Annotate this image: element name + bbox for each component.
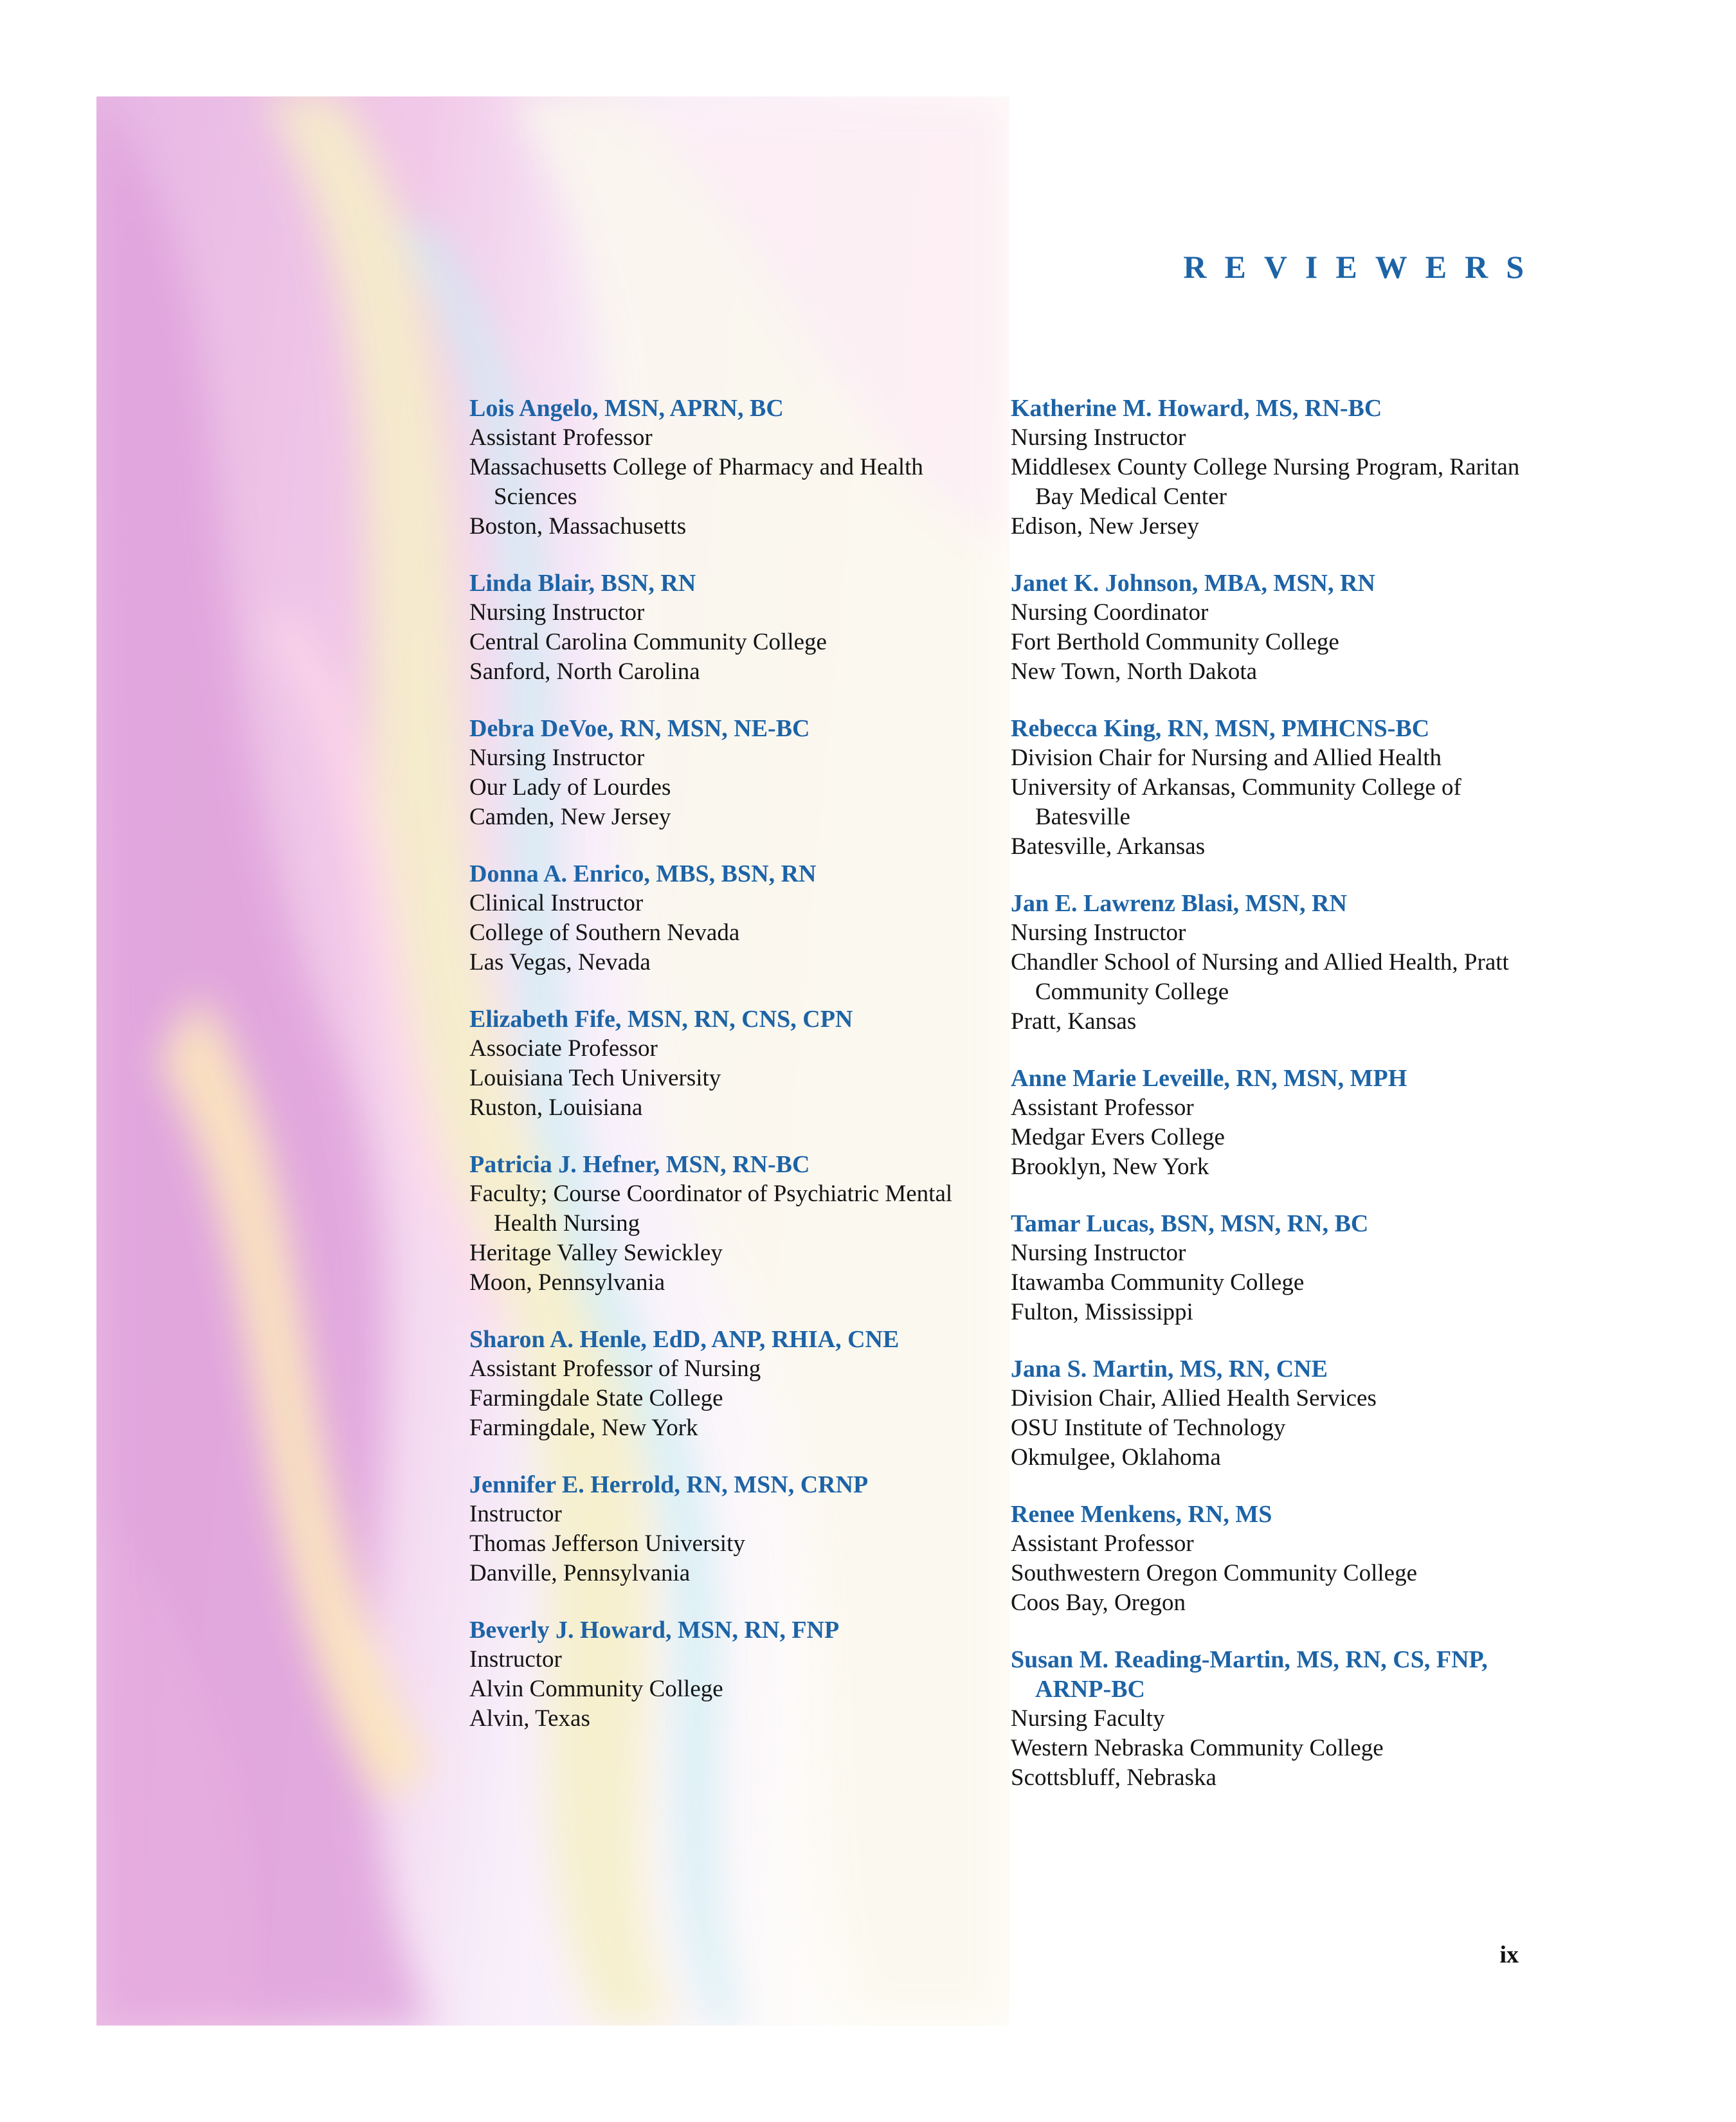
- reviewer-title: Instructor: [469, 1646, 562, 1673]
- reviewers-left-column: [469, 394, 977, 1761]
- reviewer-location: Okmulgee, Oklahoma: [1011, 1444, 1221, 1471]
- reviewer-name: Lois Angelo, MSN, APRN, BC: [469, 395, 784, 422]
- reviewer-location: Edison, New Jersey: [1011, 513, 1199, 540]
- reviewer-title: Nursing Instructor: [1011, 920, 1186, 946]
- reviewer-title: Division Chair, Allied Health Services: [1011, 1385, 1377, 1411]
- reviewer-name: Susan M. Reading-Martin, MS, RN, CS, FNP, ARNP-BC: [1011, 1646, 1488, 1703]
- reviewer-entry: [1011, 714, 1538, 862]
- reviewer-name: Donna A. Enrico, MBS, BSN, RN: [469, 860, 817, 887]
- reviewer-institution: Our Lady of Lourdes: [469, 774, 671, 801]
- reviewer-location: Boston, Massachusetts: [469, 513, 687, 540]
- reviewer-entry: [469, 394, 977, 541]
- reviewer-name: Rebecca King, RN, MSN, PMHCNS-BC: [1011, 715, 1430, 742]
- reviewer-name: Jan E. Lawrenz Blasi, MSN, RN: [1011, 890, 1347, 917]
- reviewer-name: Katherine M. Howard, MS, RN-BC: [1011, 395, 1382, 422]
- reviewer-location: Farmingdale, New York: [469, 1415, 698, 1441]
- reviewer-entry: [469, 1150, 977, 1298]
- reviewer-location: Brooklyn, New York: [1011, 1154, 1209, 1180]
- reviewer-institution: Central Carolina Community College: [469, 629, 827, 655]
- reviewer-entry: [1011, 1354, 1538, 1473]
- reviewer-name: Linda Blair, BSN, RN: [469, 570, 696, 597]
- reviewer-institution: Fort Berthold Community College: [1011, 629, 1339, 655]
- reviewer-title: Division Chair for Nursing and Allied Health: [1011, 745, 1442, 771]
- reviewer-name: Jana S. Martin, MS, RN, CNE: [1011, 1356, 1328, 1383]
- reviewer-entry: [469, 859, 977, 977]
- reviewers-right-column: [1011, 394, 1538, 1820]
- reviewer-institution: Southwestern Oregon Community College: [1011, 1560, 1418, 1586]
- reviewer-institution: Middlesex County College Nursing Program, Raritan Bay Medical Center: [1011, 454, 1520, 510]
- reviewer-entry: [1011, 889, 1538, 1037]
- reviewer-name: Tamar Lucas, BSN, MSN, RN, BC: [1011, 1210, 1369, 1237]
- reviewer-title: Clinical Instructor: [469, 890, 644, 916]
- reviewer-entry: [469, 568, 977, 687]
- reviewer-name: Renee Menkens, RN, MS: [1011, 1501, 1272, 1528]
- reviewer-title: Instructor: [469, 1501, 562, 1527]
- reviewer-title: Assistant Professor: [1011, 1094, 1194, 1121]
- reviewer-name: Jennifer E. Herrold, RN, MSN, CRNP: [469, 1471, 869, 1498]
- page-number: ix: [1499, 1941, 1519, 1968]
- reviewer-title: Nursing Instructor: [1011, 424, 1186, 451]
- reviewer-institution: OSU Institute of Technology: [1011, 1415, 1286, 1441]
- reviewer-location: Fulton, Mississippi: [1011, 1299, 1193, 1325]
- reviewer-name: Sharon A. Henle, EdD, ANP, RHIA, CNE: [469, 1326, 900, 1353]
- reviewer-location: Danville, Pennsylvania: [469, 1560, 691, 1586]
- reviewer-title: Assistant Professor of Nursing: [469, 1356, 761, 1382]
- reviewer-location: Batesville, Arkansas: [1011, 833, 1206, 860]
- reviewer-title: Nursing Instructor: [469, 745, 645, 771]
- reviewer-entry: [1011, 1064, 1538, 1182]
- reviewer-title: Assistant Professor: [1011, 1530, 1194, 1557]
- reviewer-name: Patricia J. Hefner, MSN, RN-BC: [469, 1151, 810, 1178]
- reviewer-institution: Farmingdale State College: [469, 1385, 723, 1411]
- reviewer-entry: [469, 1470, 977, 1588]
- reviewer-entry: [1011, 1645, 1538, 1793]
- reviewer-entry: [1011, 568, 1538, 687]
- reviewer-institution: College of Southern Nevada: [469, 920, 740, 946]
- reviewer-entry: [469, 1004, 977, 1123]
- reviewer-location: Moon, Pennsylvania: [469, 1269, 665, 1296]
- reviewer-institution: Heritage Valley Sewickley: [469, 1240, 723, 1266]
- reviewer-name: Janet K. Johnson, MBA, MSN, RN: [1011, 570, 1375, 597]
- reviewer-title: Nursing Instructor: [1011, 1240, 1186, 1266]
- reviewer-entry: [469, 1615, 977, 1734]
- reviewer-title: Nursing Coordinator: [1011, 599, 1209, 626]
- reviewer-entry: [1011, 1209, 1538, 1327]
- reviewer-location: New Town, North Dakota: [1011, 658, 1258, 685]
- reviewer-location: Coos Bay, Oregon: [1011, 1590, 1186, 1616]
- reviewer-title: Faculty; Course Coordinator of Psychiatric Mental Health Nursing: [469, 1181, 953, 1237]
- reviewer-name: Debra DeVoe, RN, MSN, NE-BC: [469, 715, 810, 742]
- reviewer-entry: [1011, 1500, 1538, 1618]
- page-heading: REVIEWERS: [1183, 249, 1542, 285]
- reviewer-institution: Chandler School of Nursing and Allied Health, Pratt Community College: [1011, 949, 1509, 1005]
- reviewer-location: Sanford, North Carolina: [469, 658, 700, 685]
- reviewer-entry: [469, 714, 977, 832]
- reviewer-location: Pratt, Kansas: [1011, 1008, 1137, 1035]
- reviewer-institution: Thomas Jefferson University: [469, 1530, 745, 1557]
- reviewer-name: Anne Marie Leveille, RN, MSN, MPH: [1011, 1065, 1407, 1092]
- reviewer-title: Assistant Professor: [469, 424, 653, 451]
- reviewer-institution: Louisiana Tech University: [469, 1065, 721, 1091]
- reviewer-institution: Western Nebraska Community College: [1011, 1735, 1384, 1761]
- reviewer-entry: [469, 1325, 977, 1443]
- reviewer-location: Ruston, Louisiana: [469, 1094, 643, 1121]
- reviewer-institution: Itawamba Community College: [1011, 1269, 1305, 1296]
- reviewer-location: Scottsbluff, Nebraska: [1011, 1764, 1216, 1791]
- reviewer-title: Associate Professor: [469, 1035, 658, 1062]
- reviewer-location: Camden, New Jersey: [469, 804, 671, 830]
- reviewer-institution: Alvin Community College: [469, 1676, 723, 1702]
- reviewer-institution: University of Arkansas, Community College of Batesville: [1011, 774, 1461, 830]
- reviewer-institution: Massachusetts College of Pharmacy and Health Sciences: [469, 454, 923, 510]
- reviewer-location: Alvin, Texas: [469, 1705, 590, 1732]
- reviewer-name: Elizabeth Fife, MSN, RN, CNS, CPN: [469, 1006, 853, 1033]
- reviewer-name: Beverly J. Howard, MSN, RN, FNP: [469, 1617, 840, 1644]
- reviewer-title: Nursing Faculty: [1011, 1705, 1165, 1732]
- reviewer-entry: [1011, 394, 1538, 541]
- reviewer-title: Nursing Instructor: [469, 599, 645, 626]
- reviewer-institution: Medgar Evers College: [1011, 1124, 1225, 1150]
- reviewer-location: Las Vegas, Nevada: [469, 949, 651, 975]
